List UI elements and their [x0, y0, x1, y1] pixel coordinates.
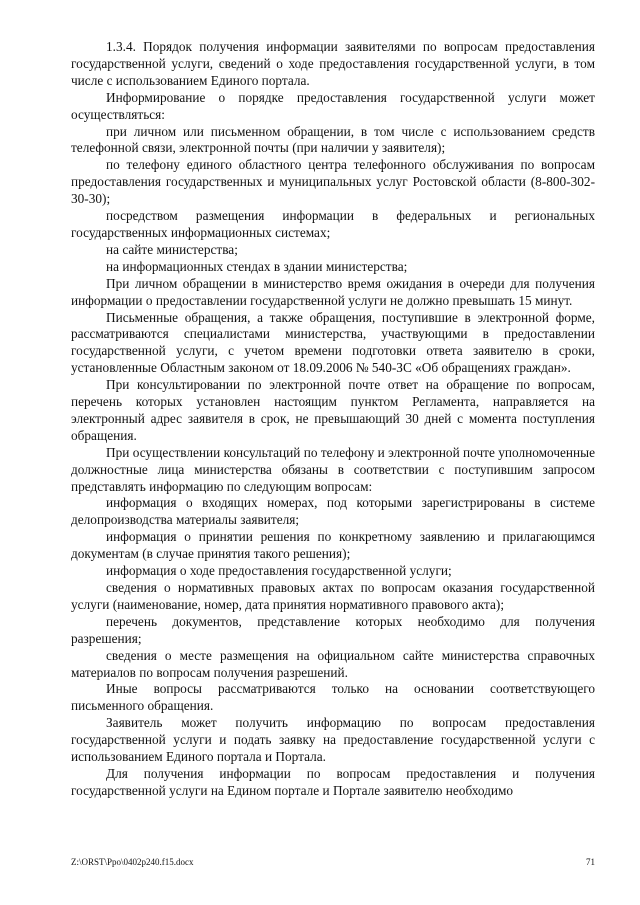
page-number: 71	[586, 857, 595, 867]
footer-file-path: Z:\ORST\Ppo\0402p240.f15.docx	[71, 857, 194, 867]
paragraph-11: При осуществлении консультаций по телефону и электронной почте уполномоченные должностные лица министерства обязаны в соответствии с поступившим запросом представлять информацию по следующим вопросам:	[71, 444, 595, 494]
paragraph-2: Информирование о порядке предоставления государственной услуги может осуществляться:	[71, 89, 595, 122]
paragraph-12: информация о входящих номерах, под которыми зарегистрированы в системе делопроизводства материалы заявителя;	[71, 495, 595, 528]
paragraph-16: перечень документов, представление которых необходимо для получения разрешения;	[71, 613, 595, 646]
paragraph-5: посредством размещения информации в федеральных и региональных государственных информационных системах;	[71, 208, 595, 240]
paragraph-17: сведения о месте размещения на официальном сайте министерства справочных материалов по вопросам получения разрешений.	[71, 647, 595, 680]
document-body	[71, 39, 595, 800]
paragraph-19: Заявитель может получить информацию по вопросам предоставления государственной услуги и подать заявку на предоставление государственной услуги с использованием Единого портала и Портала.	[71, 715, 595, 765]
paragraph-18: Иные вопросы рассматриваются только на основании соответствующего письменного обращения.	[71, 681, 595, 714]
paragraph-9: Письменные обращения, а также обращения, поступившие в электронной форме, рассматриваются специалистами министерства, участвующими в предоставлении государственной услуги, с учетом времени подготовки ответа заявителю в сроки, установленные Областным законом от 18.09.2006 № 540-ЗС «Об обращениях граждан».	[71, 309, 595, 376]
paragraph-10: При консультировании по электронной почте ответ на обращение по вопросам, перечень которых установлен настоящим пунктом Регламента, направляется на электронный адрес заявителя в срок, не превышающий 30 дней с момента поступления обращения.	[71, 377, 595, 443]
paragraph-4: по телефону единого областного центра телефонного обслуживания по вопросам предоставления государственных и муниципальных услуг Ростовской области (8-800-302-30-30);	[71, 157, 595, 207]
paragraph-1: 1.3.4. Порядок получения информации заявителями по вопросам предоставления государственной услуги, сведений о ходе предоставления государственной услуги, в том числе с использованием Единого портала.	[71, 39, 595, 88]
paragraph-14: информация о ходе предоставления государственной услуги;	[106, 563, 452, 579]
paragraph-8: При личном обращении в министерство время ожидания в очереди для получения информации о предоставлении государственной услуги не должно превышать 15 минут.	[71, 275, 595, 308]
paragraph-3: при личном или письменном обращении, в том числе с использованием средств телефонной связи, электронной почты (при наличии у заявителя);	[71, 123, 595, 156]
paragraph-13: информация о принятии решения по конкретному заявлению и прилагающимся документам (в случае принятия такого решения);	[71, 529, 595, 562]
paragraph-15: сведения о нормативных правовых актах по вопросам оказания государственной услуги (наименование, номер, дата принятия нормативного правового акта);	[71, 580, 595, 612]
paragraph-20: Для получения информации по вопросам предоставления и получения государственной услуги на Едином портале и Портале заявителю необходимо	[71, 765, 595, 798]
paragraph-6: на сайте министерства;	[106, 241, 238, 257]
paragraph-7: на информационных стендах в здании министерства;	[106, 258, 408, 274]
